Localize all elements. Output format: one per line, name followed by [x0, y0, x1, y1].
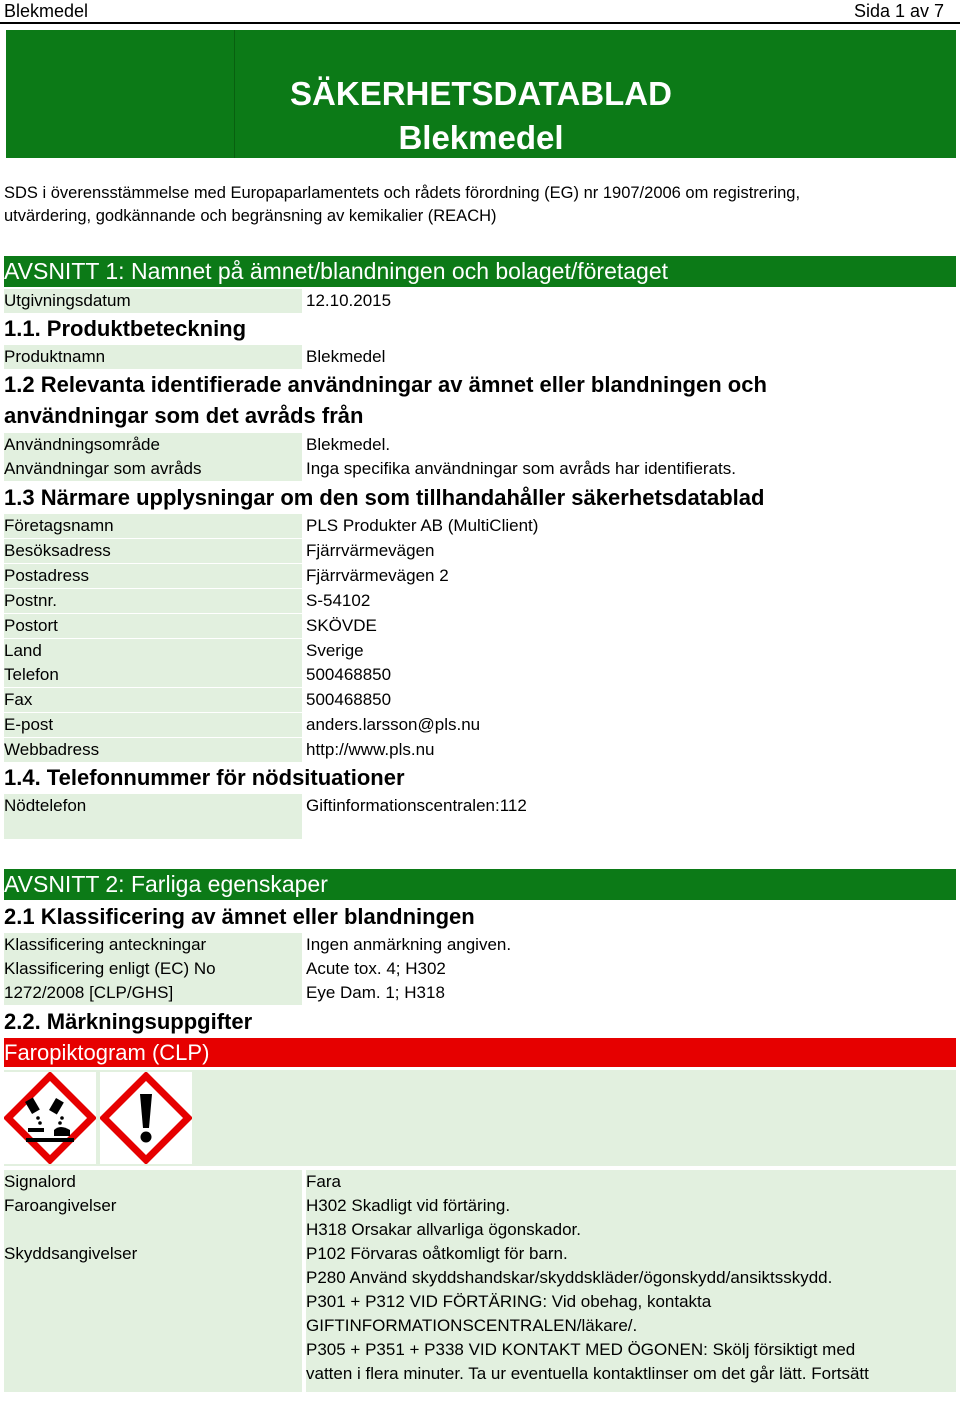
- heading-2-2: 2.2. Märkningsuppgifter: [4, 1009, 253, 1034]
- page-header: [0, 0, 960, 24]
- supplier-value: PLS Produkter AB (MultiClient): [306, 516, 539, 535]
- supplier-value: Sverige: [306, 640, 364, 660]
- emergency-label: Nödtelefon: [4, 794, 302, 839]
- supplier-label: Postort: [4, 614, 302, 638]
- product-name-value: Blekmedel: [306, 347, 386, 366]
- intro-line: utvärdering, godkännande och begränsning av kemikalier (REACH): [4, 207, 497, 225]
- supplier-value: Fjärrvärmevägen: [306, 540, 435, 560]
- hazard-statement: H302 Skadligt vid förtäring.: [306, 1196, 511, 1215]
- exclamation-icon: [100, 1072, 192, 1164]
- heading-1-2: 1.2 Relevanta identifierade användningar av ämnet eller blandningen och: [4, 372, 767, 397]
- pictogram-header: Faropiktogram (CLP): [4, 1038, 956, 1067]
- regulation-intro: [4, 182, 934, 228]
- precaution-statements-label: Skyddsangivelser: [4, 1242, 302, 1392]
- section-1-header: AVSNITT 1: Namnet på ämnet/blandningen och bolaget/företaget: [4, 256, 956, 287]
- supplier-label: Företagsnamn: [4, 514, 302, 538]
- use-area-value: Blekmedel.: [306, 435, 391, 454]
- supplier-value: SKÖVDE: [306, 615, 377, 635]
- signal-word-bg: [306, 1170, 956, 1194]
- supplier-value: S-54102: [306, 590, 371, 610]
- supplier-label: Besöksadress: [4, 539, 302, 563]
- class-notes-value: Ingen anmärkning angiven.: [306, 935, 512, 954]
- heading-1-3: 1.3 Närmare upplysningar om den som tillhandahåller säkerhetsdatablad: [4, 485, 765, 510]
- document-title: SÄKERHETSDATABLAD: [290, 75, 672, 112]
- use-area-label: Användningsområde: [4, 433, 302, 457]
- supplier-label: Land: [4, 639, 302, 663]
- title-banner: [6, 30, 956, 158]
- class-ec-label: [4, 957, 302, 1005]
- page-number: Sida 1 av 7: [853, 1, 944, 21]
- advised-against-label: Användningar som avråds: [4, 457, 302, 481]
- precaution-statement: P280 Använd skyddshandskar/skyddskläder/ögonskydd/ansiktsskydd.: [306, 1268, 833, 1287]
- precaution-statement: GIFTINFORMATIONSCENTRALEN/läkare/.: [306, 1316, 638, 1335]
- product-title: Blekmedel: [398, 119, 564, 156]
- supplier-value: 500468850: [306, 665, 392, 685]
- precaution-statement: vatten i flera minuter. Ta ur eventuella kontaktlinser om det går lätt. Fortsätt: [306, 1364, 869, 1383]
- class-ec-value: Eye Dam. 1; H318: [306, 983, 445, 1002]
- hazard-statements-label: Faroangivelser: [4, 1194, 302, 1242]
- supplier-value: 500468850: [306, 690, 392, 710]
- hazard-statement: H318 Orsakar allvarliga ögonskador.: [306, 1220, 581, 1239]
- corrosion-icon: [4, 1072, 96, 1164]
- precaution-statement: P102 Förvaras oåtkomligt för barn.: [306, 1244, 568, 1263]
- class-ec-label-line: Klassificering enligt (EC) No: [4, 959, 216, 978]
- document-name: Blekmedel: [4, 1, 89, 21]
- product-name-label: Produktnamn: [4, 345, 302, 369]
- advised-against-value: Inga specifika användningar som avråds har identifierats.: [306, 459, 736, 478]
- precaution-statement: P301 + P312 VID FÖRTÄRING: Vid obehag, kontakta: [306, 1292, 712, 1311]
- intro-line: SDS i överensstämmelse med Europaparlamentets och rådets förordning (EG) nr 1907/2006 om registrering,: [4, 184, 801, 202]
- supplier-label: Postnr.: [4, 589, 302, 613]
- supplier-label: Postadress: [4, 564, 302, 588]
- class-ec-value: Acute tox. 4; H302: [306, 959, 446, 978]
- supplier-label: Webbadress: [4, 738, 302, 762]
- signal-word-value: Fara: [306, 1172, 341, 1191]
- section-2-header: AVSNITT 2: Farliga egenskaper: [4, 869, 956, 900]
- supplier-label: Telefon: [4, 663, 302, 687]
- issue-date-label: Utgivningsdatum: [4, 289, 302, 313]
- supplier-label: E-post: [4, 713, 302, 737]
- supplier-value: Fjärrvärmevägen 2: [306, 565, 449, 585]
- supplier-label: Fax: [4, 688, 302, 712]
- class-notes-label: Klassificering anteckningar: [4, 933, 302, 957]
- signal-word-label: Signalord: [4, 1170, 302, 1194]
- emergency-value: Giftinformationscentralen:112: [306, 796, 527, 815]
- precaution-statement: P305 + P351 + P338 VID KONTAKT MED ÖGONEN: Skölj försiktigt med: [306, 1340, 856, 1359]
- heading-1-2-cont: användningar som det avråds från: [4, 403, 364, 428]
- heading-2-1: 2.1 Klassificering av ämnet eller blandningen: [4, 904, 475, 929]
- supplier-value[interactable]: anders.larsson@pls.nu: [306, 715, 481, 735]
- heading-1-1: 1.1. Produktbeteckning: [4, 316, 247, 341]
- issue-date-value: 12.10.2015: [306, 291, 392, 310]
- supplier-value[interactable]: http://www.pls.nu: [306, 740, 435, 760]
- class-ec-label-line: 1272/2008 [CLP/GHS]: [4, 983, 174, 1002]
- heading-1-4: 1.4. Telefonnummer för nödsituationer: [4, 765, 405, 790]
